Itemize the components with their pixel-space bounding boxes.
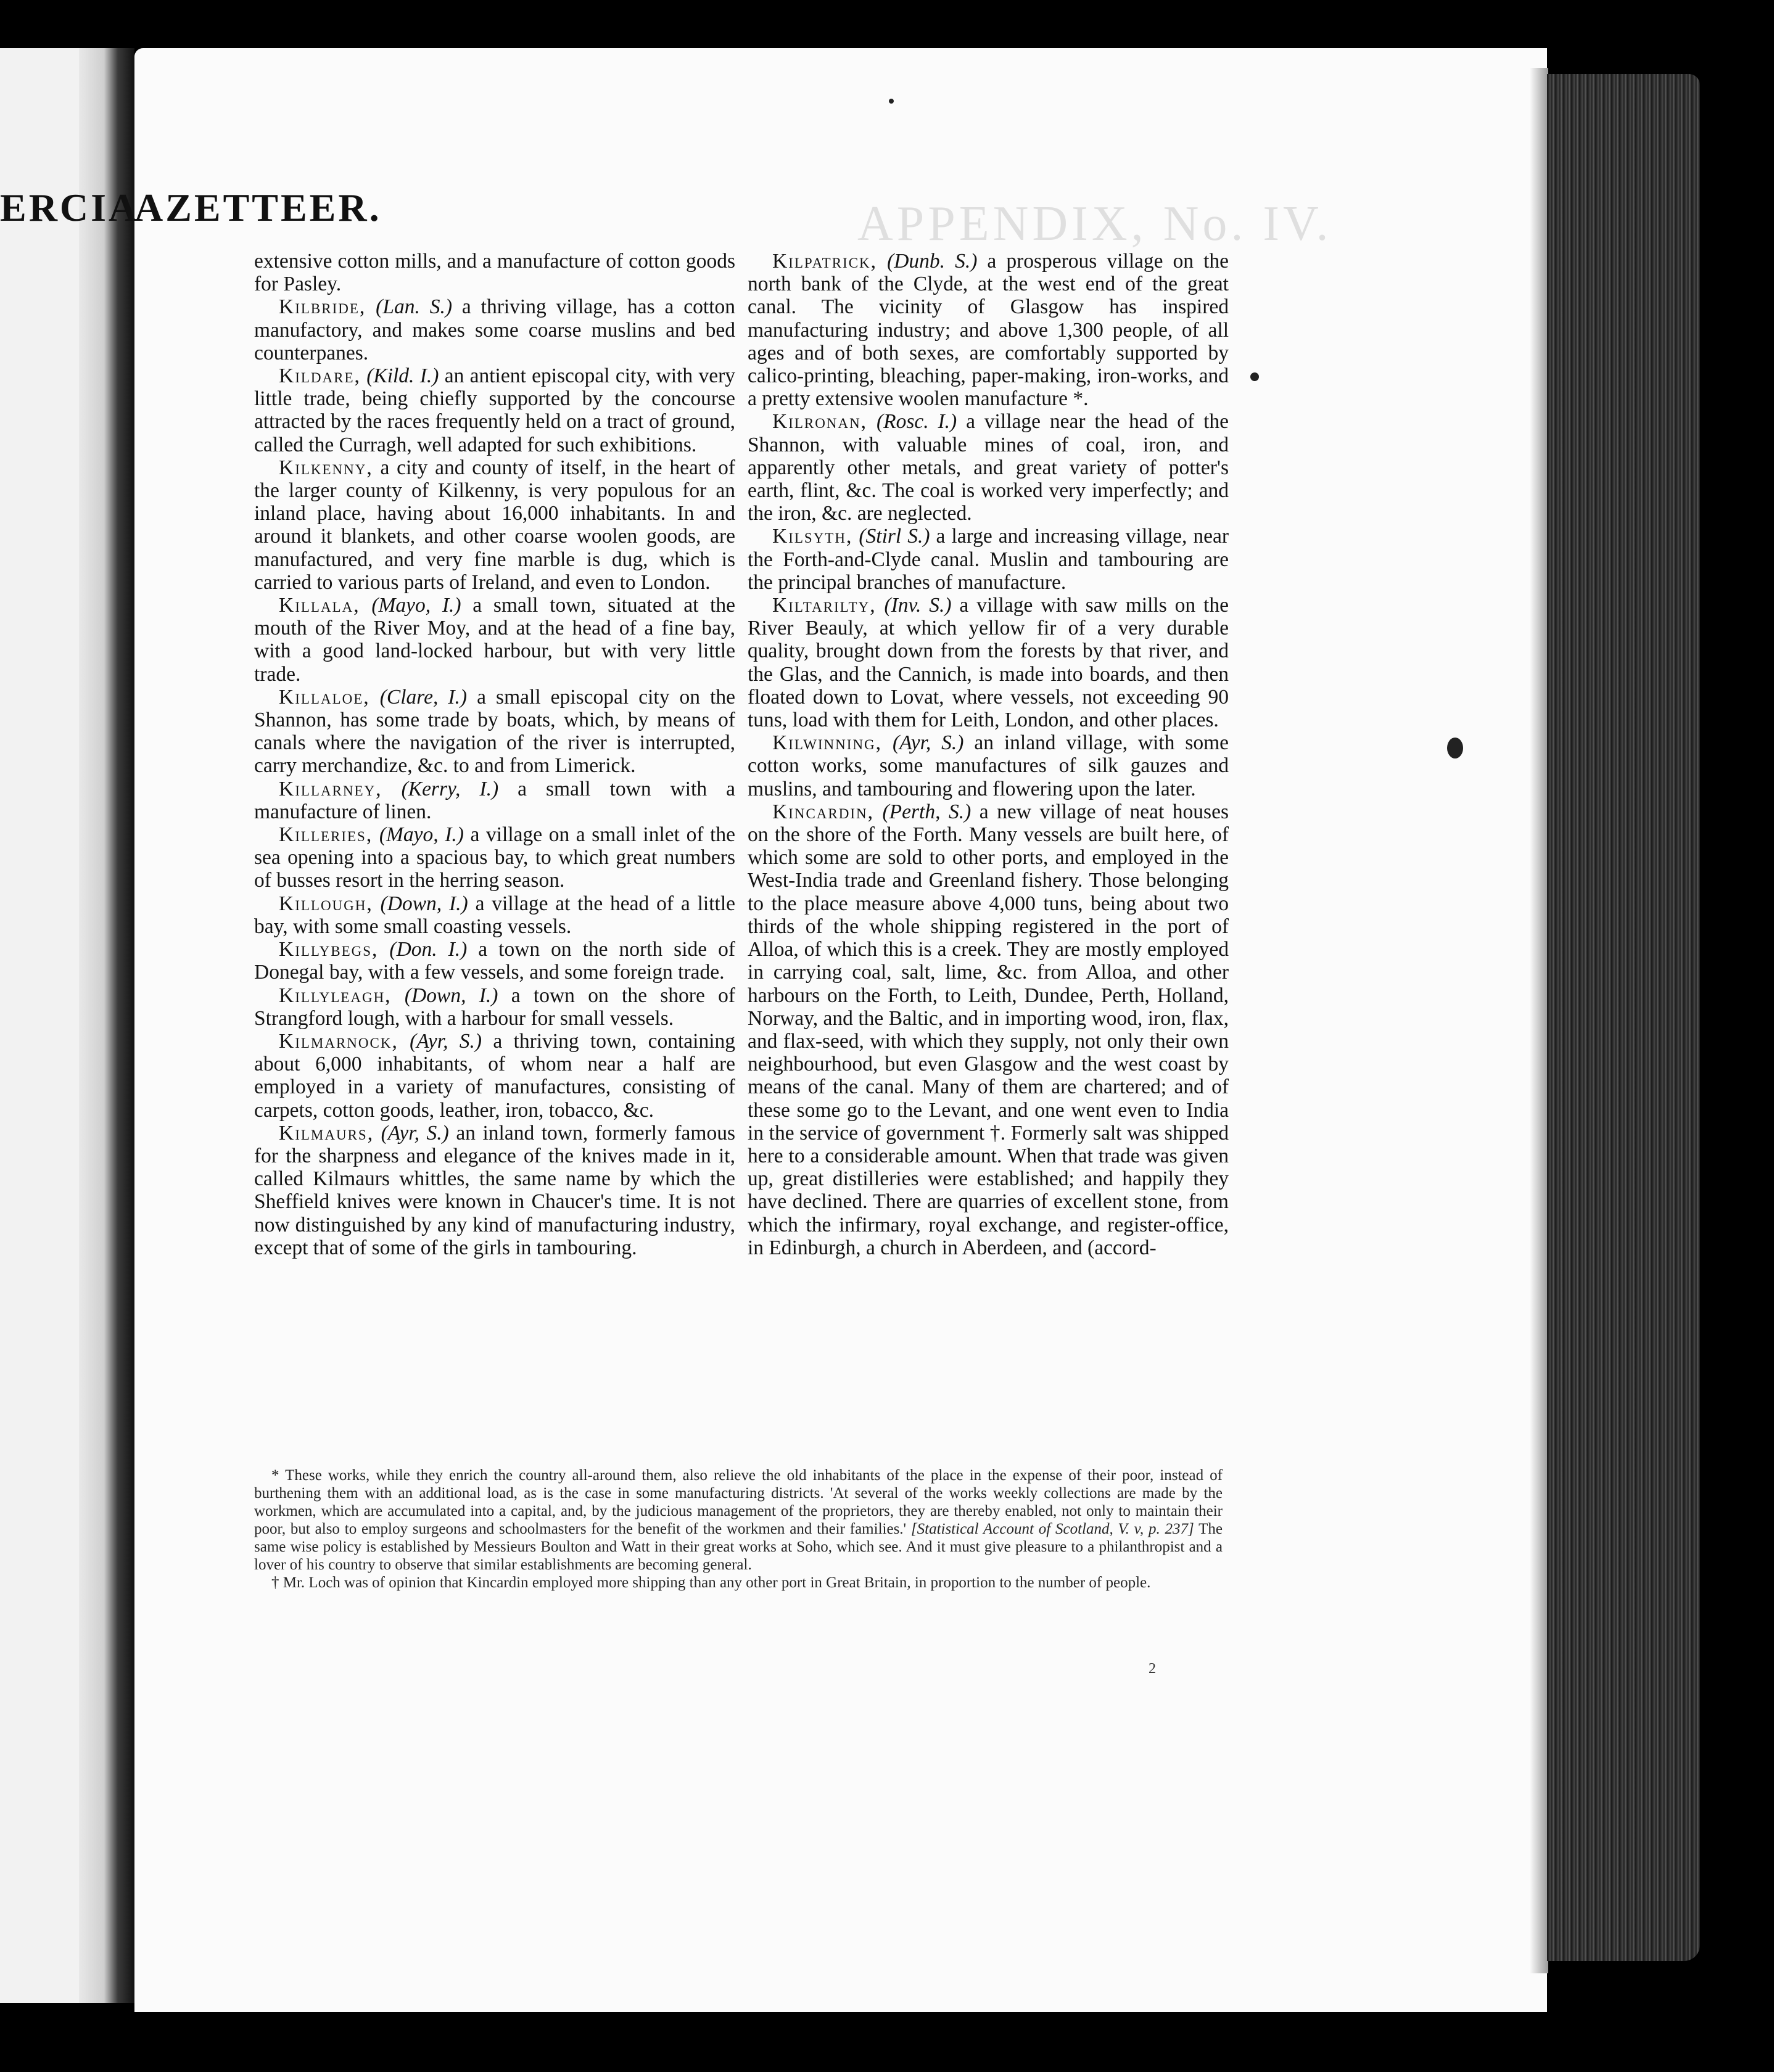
gazetteer-entry <box>254 1122 735 1259</box>
gazetteer-entry <box>254 594 735 686</box>
entry-text: a new village of neat houses on the shore of the Forth. Many vessels are built here, of which some are sold to other ports, and employed in the West-India trade and Greenland fishery. Those belonging to the place measure above 4,000 tuns, being about two thirds of the whole shipping registered in the port of Alloa, of which this is a creek. They are mostly employed in carrying coal, salt, lime, &c. from Alloa, and other harbours on the Forth, to Leith, Dundee, Perth, Holland, Norway, and the Baltic, and in importing wood, iron, flax, and flax-seed, with which they supply, not only their own neighbourhood, but even Glasgow and the west coast by means of the canal. Many of them are chartered; and of these some go to the Levant, and one went even to India in the service of government †. Formerly salt was shipped here to a considerable amount. When that trade was given up, great distilleries were established; and happily they have declined. There are quarries of excellent stone, from which the infirmary, royal exchange, and register-office, in Edinburgh, a church in Aberdeen, and (accord- <box>748 800 1229 1259</box>
entry-text: an inland village, with some cotton works, some manufactures of silk gauzes and muslins, and tambouring and flowering upon the later. <box>748 731 1229 800</box>
gazetteer-entry <box>748 731 1229 800</box>
entry-location: (Perth, S.) <box>882 800 972 823</box>
gazetteer-entry <box>254 938 735 984</box>
entry-headword: Killaloe, <box>279 685 370 709</box>
entry-location: (Ayr, S.) <box>381 1121 449 1145</box>
footnote <box>254 1574 1223 1592</box>
gazetteer-entry <box>254 364 735 456</box>
entry-location: (Stirl S.) <box>859 525 930 548</box>
entry-text: a prosperous village on the north bank of the Clyde, at the west end of the great canal. The vicinity of Glasgow has inspired manufacturing industry; and above 1,300 people, of all ages and of both sexes, are comfortably supported by calico-printing, bleaching, paper-making, iron-works, and a pretty extensive woolen manufacture *. <box>748 250 1229 411</box>
footnote-text-continued: The same wise policy is established by Messieurs Boulton and Watt in their great works at Soho, which see. And it must give pleasure to a philanthropist and a lover of his country to observe that similar establishments are becoming general. <box>254 1521 1223 1573</box>
entry-location: (Inv. S.) <box>884 594 952 617</box>
footnote-source: [Statistical Account of Scotland, V. v, p. 237] <box>910 1521 1194 1537</box>
bleed-through-heading: APPENDIX, No. IV. <box>857 197 1332 251</box>
entry-text: a small town with a manufacture of linen. <box>254 777 735 823</box>
entry-headword: Kilpatrick, <box>772 250 878 273</box>
entry-text: an antient episcopal city, with very little trade, being chiefly supported by the concourse attracted by the races frequently held on a tract of ground, called the Curragh, well adapted for such exhibitions. <box>254 364 735 456</box>
entry-text: a town on the shore of Strangford lough, with a harbour for small vessels. <box>254 984 735 1030</box>
gazetteer-entry <box>254 295 735 364</box>
footnote <box>254 1466 1223 1574</box>
gazetteer-entry <box>254 250 735 295</box>
entry-headword: Killeries, <box>279 823 373 847</box>
entry-location: (Down, I.) <box>404 984 498 1007</box>
entry-location: (Kild. I.) <box>366 364 439 388</box>
entry-text: a city and county of itself, in the heart of the larger county of Kilkenny, is very populous for an inland place, having about 16,000 inhabitants. In and around it blankets, and other coarse woolen goods, are manufactured, and very fine marble is dug, which is carried to various parts of Ireland, and even to London. <box>254 456 735 594</box>
entry-text: a village at the head of a little bay, with some small coasting vessels. <box>254 892 735 938</box>
entry-headword: Killough, <box>279 892 373 915</box>
footnote-text: * These works, while they enrich the country all-around them, also relieve the old inhabitants of the place in the expense of their poor, instead of burthening them with an additional load, as is the case in some manufacturing districts. 'At several of the works weekly collections are made by the workmen, which are accumulated into a capital, and, by the judicious management of the proprietors, they are thereby enabled, not only to maintain their poor, but also to employ surgeons and schoolmasters for the benefit of the workmen and their families.' <box>254 1467 1223 1537</box>
entry-headword: Kilsyth, <box>772 525 853 548</box>
entry-text: a village with saw mills on the River Beauly, at which yellow fir of a very durable quality, brought down from the forests by that river, and the Glas, and the Cannich, is made into boards, and then floated down to Lovat, where vessels, not exceeding 90 tuns, load with them for Leith, London, and other places. <box>748 594 1229 732</box>
entry-location: (Lan. S.) <box>376 295 452 319</box>
gazetteer-entry <box>748 410 1229 525</box>
running-head <box>0 185 382 234</box>
gazetteer-entry <box>254 778 735 823</box>
entry-text: a small town, situated at the mouth of the River Moy, and at the head of a fine bay, with a good land-locked harbour, but with very little trade. <box>254 594 735 686</box>
entry-headword: Kilkenny, <box>279 456 373 479</box>
entry-headword: Kilwinning, <box>772 731 883 755</box>
running-head-left: ERCIA <box>0 186 140 229</box>
entry-headword: Kilbride, <box>279 295 366 319</box>
page-edge-shadow <box>1530 68 1548 1973</box>
entry-text: a village on a small inlet of the sea opening into a spacious bay, to which great numbers of busses resort in the herring season. <box>254 823 735 892</box>
left-text-column <box>254 250 735 1458</box>
entry-headword: Kilmarnock, <box>279 1029 398 1053</box>
entry-headword: Kincardin, <box>772 800 875 823</box>
entry-headword: Killybegs, <box>279 938 379 961</box>
entry-headword: Kiltarilty, <box>772 594 877 617</box>
gutter-shadow <box>79 48 134 2003</box>
entry-text: a village near the head of the Shannon, with valuable mines of coal, iron, and apparently other metals, and great variety of potter's earth, flint, &c. The coal is worked very imperfectly; and the iron, &c. are neglected. <box>748 410 1229 525</box>
fore-edge-pages <box>1547 74 1700 1961</box>
entry-headword: Kilmaurs, <box>279 1121 374 1145</box>
gazetteer-entry <box>254 1030 735 1122</box>
gazetteer-entry <box>748 525 1229 594</box>
gazetteer-entry <box>254 686 735 778</box>
gazetteer-entry <box>254 823 735 892</box>
footnote-text: † Mr. Loch was of opinion that Kincardin employed more shipping than any other port in Great Britain, in proportion to the number of people. <box>271 1574 1151 1591</box>
entry-location: (Don. I.) <box>389 938 468 961</box>
ink-speck <box>1250 372 1259 381</box>
entry-headword: Killarney, <box>279 777 382 800</box>
entry-text: a small episcopal city on the Shannon, has some trade by boats, which, by means of canals where the navigation of the river is interrupted, carry merchandize, &c. to and from Limerick. <box>254 685 735 778</box>
ink-blot <box>1447 738 1463 758</box>
entry-location: (Dunb. S.) <box>887 250 978 273</box>
gazetteer-entry <box>748 250 1229 410</box>
entry-text: an inland town, formerly famous for the sharpness and elegance of the knives made in it, called Kilmaurs whittles, the same name by which the Sheffield knives were known in Chaucer's time. It is not now distinguished by any kind of manufacturing industry, except that of some of the girls in tambouring. <box>254 1121 735 1259</box>
gazetteer-entry <box>748 594 1229 731</box>
entry-location: (Rosc. I.) <box>876 410 957 434</box>
entry-headword: Killyleagh, <box>279 984 392 1007</box>
entry-location: (Kerry, I.) <box>401 777 499 800</box>
entry-headword: Kilronan, <box>772 410 868 434</box>
gazetteer-entry <box>748 800 1229 1259</box>
gazetteer-entry <box>254 984 735 1030</box>
running-head-right: AZETTEER. <box>134 186 382 229</box>
entry-location: (Clare, I.) <box>379 685 468 709</box>
right-text-column <box>748 250 1229 1458</box>
entry-location: (Mayo, I.) <box>371 594 461 617</box>
entry-text: a town on the north side of Donegal bay, with a few vessels, and some foreign trade. <box>254 938 735 984</box>
entry-location: (Ayr, S.) <box>410 1029 482 1053</box>
entry-location: (Ayr, S.) <box>892 731 964 755</box>
entry-text: a thriving village, has a cotton manufactory, and makes some coarse muslins and bed counterpanes. <box>254 295 735 364</box>
footnotes <box>254 1466 1223 1676</box>
signature-mark: 2 <box>1149 1661 1156 1677</box>
gazetteer-entry <box>254 892 735 938</box>
entry-location: (Down, I.) <box>380 892 468 915</box>
gazetteer-entry <box>254 456 735 594</box>
entry-text: a thriving town, containing about 6,000 inhabitants, of whom near a half are employed in a variety of manufactures, consisting of carpets, cotton goods, leather, iron, tobacco, &c. <box>254 1029 735 1122</box>
entry-text: a large and increasing village, near the Forth-and-Clyde canal. Muslin and tambouring are the principal branches of manufacture. <box>748 525 1229 594</box>
entry-location: (Mayo, I.) <box>379 823 464 847</box>
entry-headword: Kildare, <box>279 364 361 388</box>
entry-text: extensive cotton mills, and a manufacture of cotton goods for Pasley. <box>254 250 735 296</box>
ink-speck <box>889 99 894 104</box>
entry-headword: Killala, <box>279 594 360 617</box>
